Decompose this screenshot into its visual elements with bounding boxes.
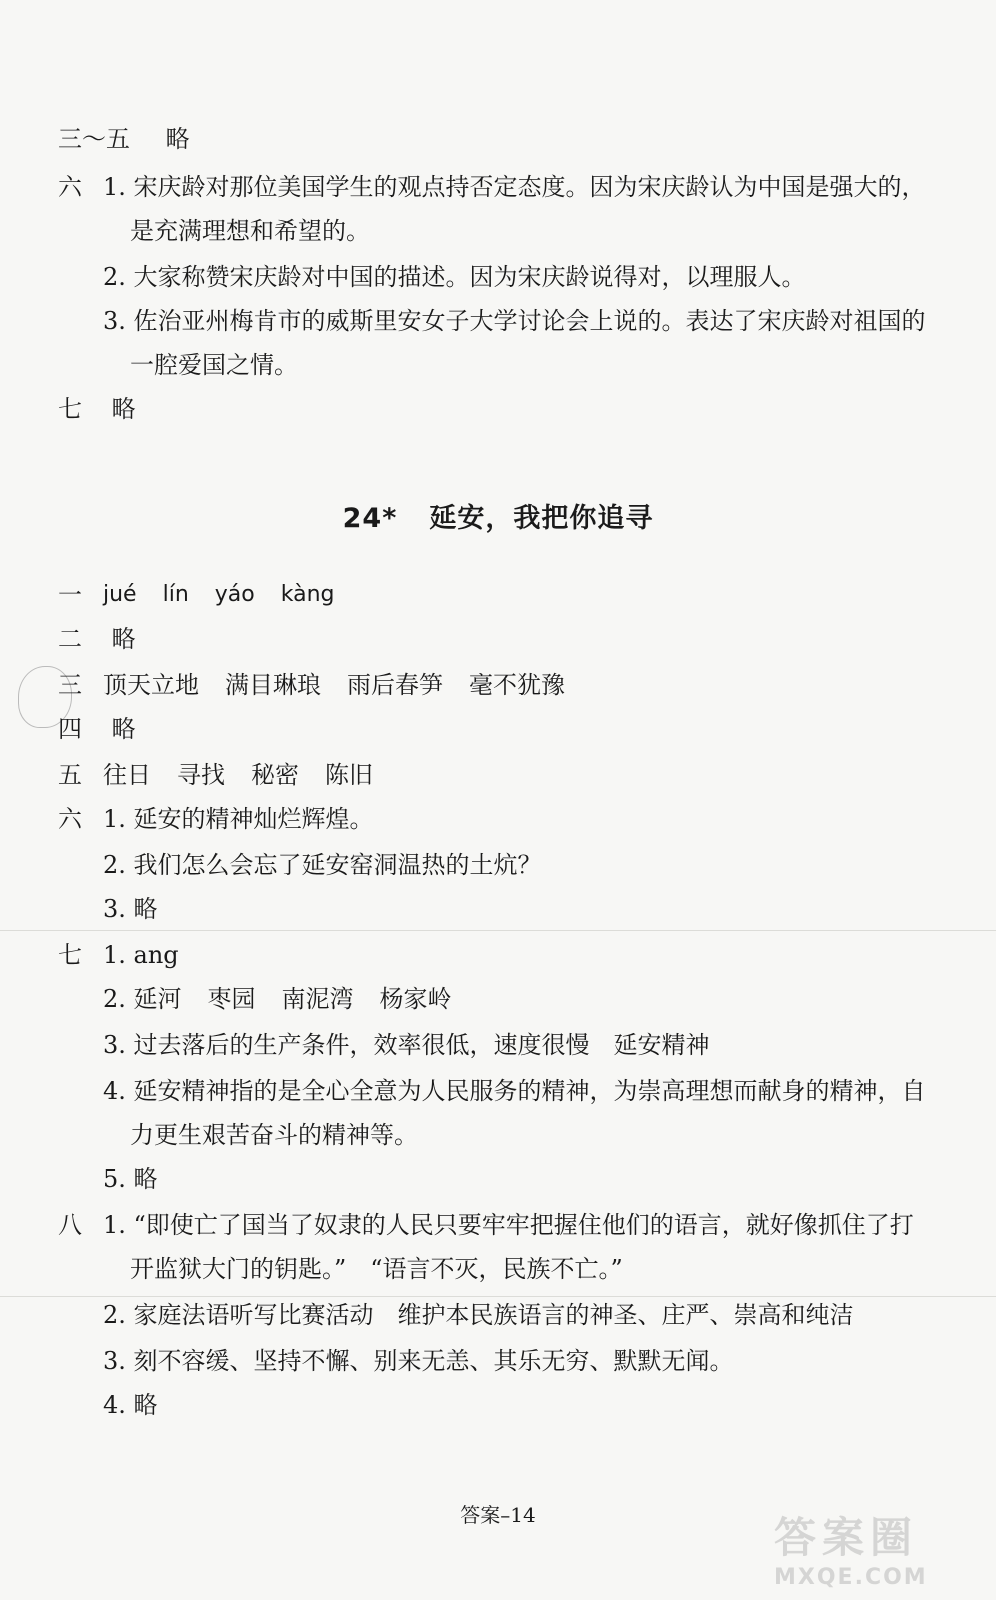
answer-line: 2. 家庭法语听写比赛活动 维护本民族语言的神圣、庄严、崇高和纯洁 <box>103 1301 854 1329</box>
fold-line <box>0 930 996 931</box>
answer-line: 4. 略 <box>103 1391 158 1419</box>
section-label: 二 <box>58 625 82 653</box>
word-item: 雨后春笋 <box>347 671 443 699</box>
answer-line: 开监狱大门的钥匙。” “语言不灭，民族不亡。” <box>130 1255 623 1283</box>
word-item: 南泥湾 <box>281 985 354 1013</box>
answer-line: 4. 延安精神指的是全心全意为人民服务的精神，为崇高理想而献身的精神，自 <box>103 1077 926 1105</box>
word-list <box>103 760 399 790</box>
section-label: 四 <box>58 715 82 743</box>
section-answer: 略 <box>111 715 136 743</box>
fold-line <box>0 1296 996 1297</box>
word-item: 往日 <box>103 761 151 789</box>
section-answer: 略 <box>165 125 190 153</box>
watermark-logo <box>774 1505 974 1595</box>
section-answer: 略 <box>111 395 136 423</box>
lesson-number: 24* <box>342 503 398 534</box>
answer-line: 3. 刻不容缓、坚持不懈、别来无恙、其乐无穷、默默无闻。 <box>103 1347 734 1375</box>
answer-line: 3. 略 <box>103 895 158 923</box>
word-item: 满目琳琅 <box>225 671 321 699</box>
section-3-label: 三 <box>58 671 82 699</box>
word-list <box>103 670 591 700</box>
pinyin-item: lín <box>162 582 189 607</box>
section-4 <box>58 714 136 744</box>
word-item: 毫不犹豫 <box>469 671 565 699</box>
word-item: 陈旧 <box>325 761 373 789</box>
answer-line: 1. 延安的精神灿烂辉煌。 <box>103 805 374 833</box>
answer-line: 1. ang <box>103 941 179 969</box>
answer-line: 是充满理想和希望的。 <box>130 217 370 245</box>
pinyin-item: jué <box>103 582 137 607</box>
answer-line: 3. 过去落后的生产条件，效率很低，速度很慢 延安精神 <box>103 1031 710 1059</box>
answer-line <box>103 984 478 1014</box>
item-number: 2. <box>103 985 126 1013</box>
answer-line: 1. 宋庆龄对那位美国学生的观点持否定态度。因为宋庆龄认为中国是强大的， <box>103 173 926 201</box>
watermark-url: MXQE.COM <box>774 1565 928 1590</box>
watermark-text: 答案圈 <box>774 1513 919 1562</box>
word-item: 延河 <box>133 985 182 1013</box>
answer-line: 2. 我们怎么会忘了延安窑洞温热的土炕？ <box>103 851 542 879</box>
section-8-label: 八 <box>58 1211 82 1239</box>
word-item: 枣园 <box>207 985 256 1013</box>
section-3-5 <box>58 124 190 154</box>
section-2 <box>58 624 136 654</box>
section-6-label: 六 <box>58 173 82 201</box>
section-label: 三～五 <box>58 125 130 153</box>
answer-line: 5. 略 <box>103 1165 158 1193</box>
word-item: 杨家岭 <box>379 985 452 1013</box>
section-7 <box>58 394 136 424</box>
lesson-title <box>0 496 996 535</box>
section-6-label: 六 <box>58 805 82 833</box>
lesson-title-text: 延安，我把你追寻 <box>429 503 654 534</box>
answer-line: 3. 佐治亚州梅肯市的威斯里安女子大学讨论会上说的。表达了宋庆龄对祖国的 <box>103 307 926 335</box>
page-number: 答案–14 <box>460 1503 536 1527</box>
section-7-label: 七 <box>58 941 82 969</box>
word-item: 寻找 <box>177 761 225 789</box>
section-1-label: 一 <box>58 581 82 609</box>
answer-line: 力更生艰苦奋斗的精神等。 <box>130 1121 418 1149</box>
answer-line: 1. “即使亡了国当了奴隶的人民只要牢牢把握住他们的语言，就好像抓住了打 <box>103 1211 914 1239</box>
section-answer: 略 <box>111 625 136 653</box>
answer-line: 2. 大家称赞宋庆龄对中国的描述。因为宋庆龄说得对，以理服人。 <box>103 263 806 291</box>
pinyin-item: kàng <box>280 582 335 607</box>
pinyin-item: yáo <box>214 582 255 607</box>
word-item: 秘密 <box>251 761 299 789</box>
answer-line: 一腔爱国之情。 <box>130 351 298 379</box>
word-item: 顶天立地 <box>103 671 199 699</box>
word-list <box>134 985 478 1013</box>
section-label: 七 <box>58 395 82 423</box>
section-5-label: 五 <box>58 761 82 789</box>
pinyin-list <box>103 580 360 610</box>
